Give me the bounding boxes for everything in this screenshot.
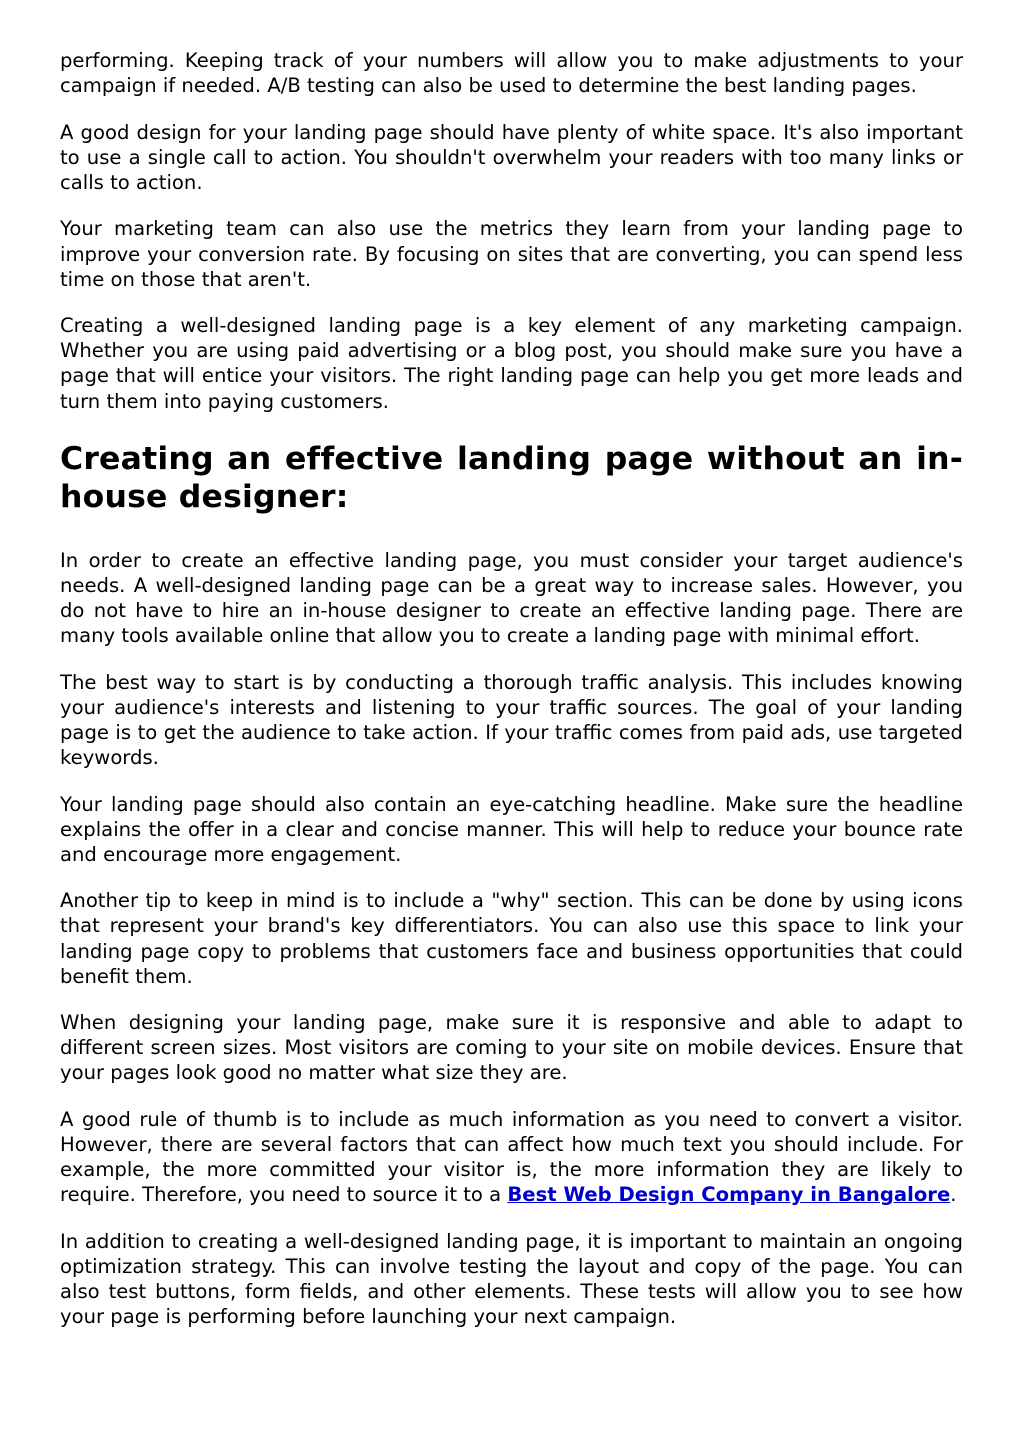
link-paragraph-end: . [950,1183,957,1207]
section-paragraph-2: The best way to start is by conducting a thorough traffic analysis. This includes knowing your audience's interests and listening to your traffic sources. The goal of your landing page is to get the audience to take action. If your traffic comes from paid ads, use targeted keywords. [60,670,963,769]
intro-paragraph-1: performing. Keeping track of your numbers will allow you to make adjustments to your campaign if needed. A/B testing can also be used to determine the best landing pages. [60,49,963,98]
link-paragraph-text: A good rule of thumb is to include as much information as you need to convert a visitor. However, there are several factors that can affect how much text you should include. For example, the more committed your visitor is, the more information they are likely to require. Therefore, you need to source it to a [60,1108,963,1207]
section-paragraph-1: In order to create an effective landing page, you must consider your target audience's needs. A well-designed landing page can be a great way to increase sales. However, you do not have to hire an in-house designer to create an effective landing page. There are many tools available online that allow you to create a landing page with minimal effort. [60,548,963,648]
document-page [60,48,963,1351]
intro-paragraph-3: Your marketing team can also use the metrics they learn from your landing page to improve your conversion rate. By focusing on sites that are converting, you can spend less time on those that aren't. [60,217,963,291]
link-paragraph [60,1107,963,1207]
final-paragraph: In addition to creating a well-designed landing page, it is important to maintain an ongoing optimization strategy. This can involve testing the layout and copy of the page. You can also test buttons, form fields, and other elements. These tests will allow you to see how your page is performing before launching your next campaign. [60,1229,963,1329]
section-paragraph-4: Another tip to keep in mind is to include a "why" section. This can be done by using icons that represent your brand's key differentiators. You can also use this space to link your landing page copy to problems that customers face and business opportunities that could benefit them. [60,889,963,988]
section-paragraph-3: Your landing page should also contain an eye-catching headline. Make sure the headline explains the offer in a clear and concise manner. This will help to reduce your bounce rate and encourage more engagement. [60,792,963,866]
section-heading: Creating an effective landing page without an in-house designer: [60,440,963,516]
section-paragraph-5: When designing your landing page, make sure it is responsive and able to adapt to different screen sizes. Most visitors are coming to your site on mobile devices. Ensure that your pages look good no matter what size they are. [60,1011,963,1085]
web-design-company-link[interactable]: Best Web Design Company in Bangalore [507,1183,951,1207]
intro-paragraph-2: A good design for your landing page should have plenty of white space. It's also important to use a single call to action. You shouldn't overwhelm your readers with too many links or calls to action. [60,120,963,194]
intro-paragraph-4: Creating a well-designed landing page is a key element of any marketing campaign. Whether you are using paid advertising or a blog post, you should make sure you have a page that will entice your visitors. The right landing page can help you get more leads and turn them into paying customers. [60,314,963,413]
